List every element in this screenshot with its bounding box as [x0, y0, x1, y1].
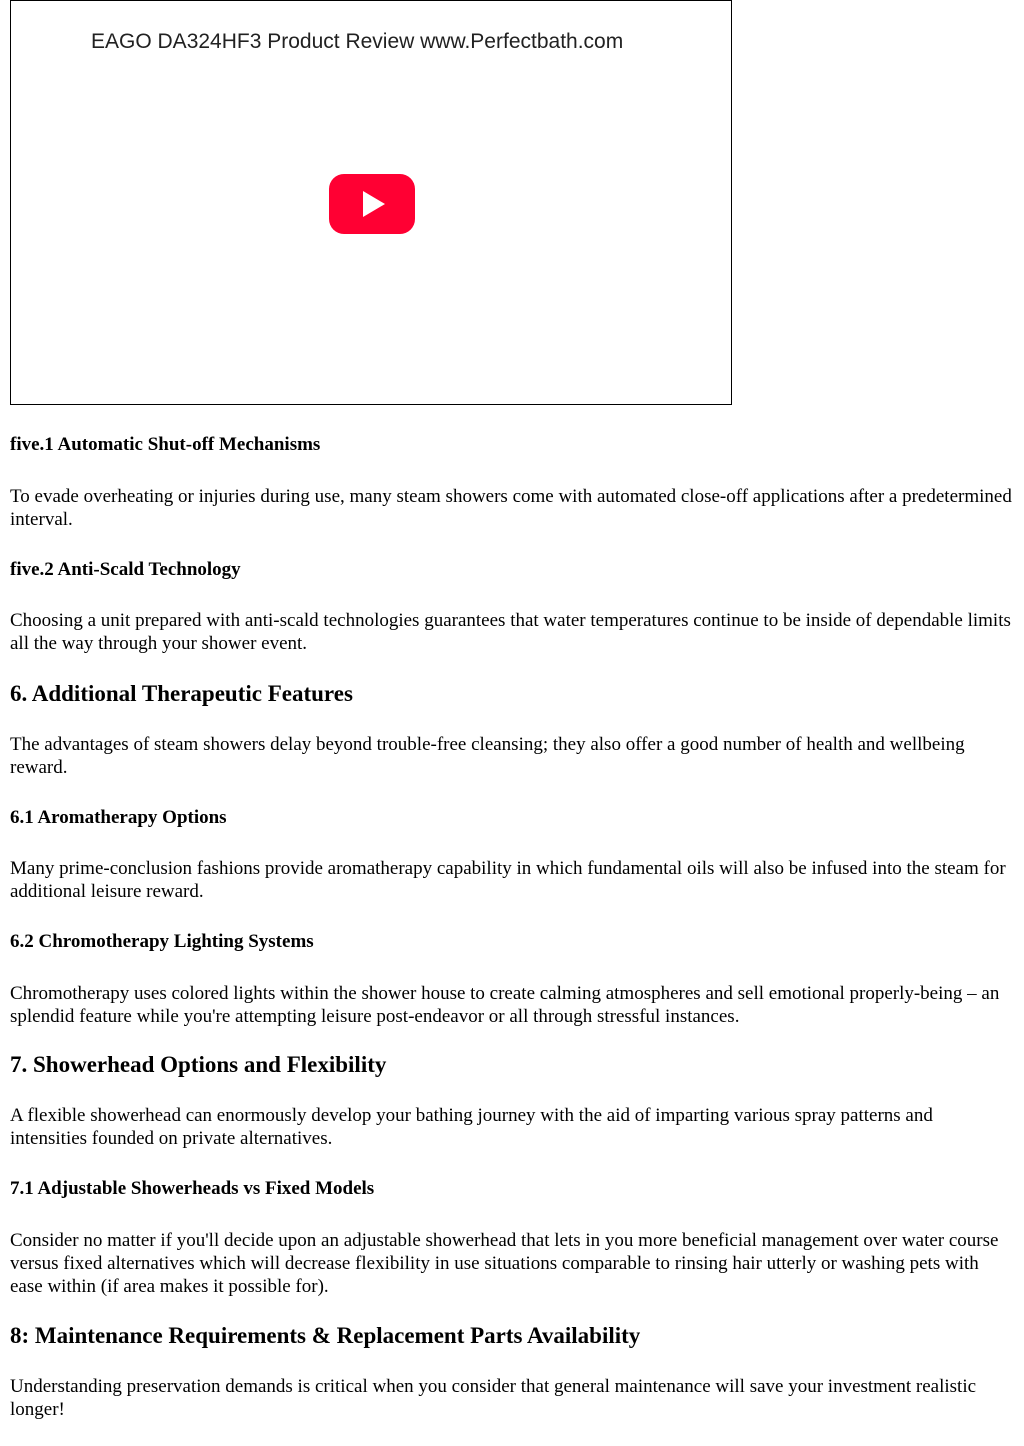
play-icon[interactable]: [329, 174, 415, 234]
paragraph-chromotherapy: Chromotherapy uses colored lights within the shower house to create calming atmospheres and sell emotional properly-being – an splendid feature while you're attempting leisure post-endeavor or all through stressful instances.: [10, 983, 1000, 1027]
heading-anti-scald: five.2 Anti-Scald Technology: [10, 559, 241, 580]
paragraph-adjustable-showerheads: Consider no matter if you'll decide upon an adjustable showerhead that lets in you more beneficial management over water course versus fixed alternatives which will decrease flexibility in use situations comparable to rinsing hair utterly or washing pets with ease within (if area makes it possible for).: [10, 1230, 999, 1297]
paragraph-automatic-shutoff: To evade overheating or injuries during use, many steam showers come with automated close-off applications after a predetermined interval.: [10, 486, 1012, 530]
paragraph-therapeutic-features: The advantages of steam showers delay beyond trouble-free cleansing; they also offer a good number of health and wellbeing reward.: [10, 734, 965, 778]
heading-showerhead-options: 7. Showerhead Options and Flexibility: [10, 1052, 387, 1077]
heading-chromotherapy: 6.2 Chromotherapy Lighting Systems: [10, 931, 314, 952]
heading-therapeutic-features: 6. Additional Therapeutic Features: [10, 681, 353, 706]
heading-adjustable-showerheads: 7.1 Adjustable Showerheads vs Fixed Models: [10, 1178, 375, 1199]
video-embed[interactable]: [10, 0, 732, 405]
play-button[interactable]: [329, 174, 415, 234]
paragraph-maintenance: Understanding preservation demands is critical when you consider that general maintenance will save your investment realistic longer!: [10, 1376, 977, 1420]
paragraph-anti-scald: Choosing a unit prepared with anti-scald technologies guarantees that water temperatures continue to be inside of dependable limits all the way through your shower event.: [10, 610, 1011, 654]
video-title[interactable]: EAGO DA324HF3 Product Review www.Perfectbath.com: [91, 30, 624, 53]
heading-aromatherapy: 6.1 Aromatherapy Options: [10, 807, 227, 828]
paragraph-aromatherapy: Many prime-conclusion fashions provide aromatherapy capability in which fundamental oils will also be infused into the steam for additional leisure reward.: [10, 858, 1006, 902]
heading-automatic-shutoff: five.1 Automatic Shut-off Mechanisms: [10, 434, 321, 455]
heading-maintenance: 8: Maintenance Requirements & Replacement Parts Availability: [10, 1323, 641, 1348]
article: [10, 0, 1014, 1420]
paragraph-showerhead-options: A flexible showerhead can enormously develop your bathing journey with the aid of imparting various spray patterns and intensities founded on private alternatives.: [10, 1105, 933, 1149]
